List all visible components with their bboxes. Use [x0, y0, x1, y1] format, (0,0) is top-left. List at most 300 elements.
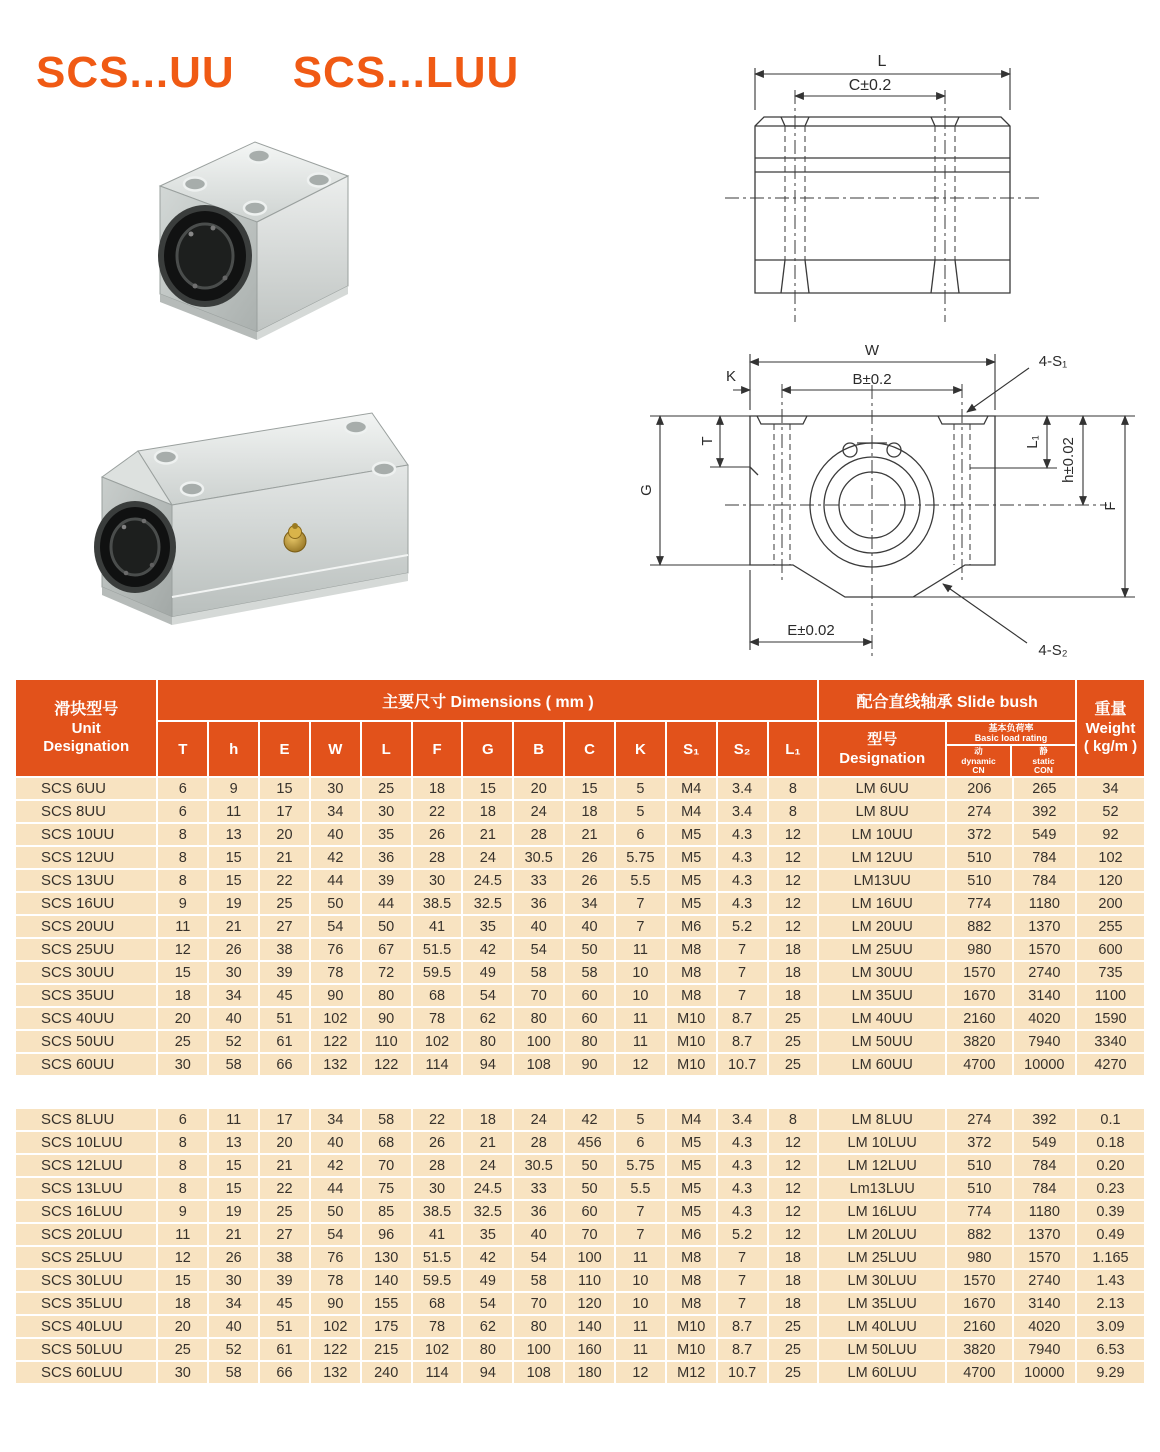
- value-cell: 784: [1013, 846, 1076, 869]
- value-cell: M5: [666, 869, 717, 892]
- callout-4-S1: 4-S₁: [1038, 353, 1068, 370]
- value-cell: 44: [361, 892, 412, 915]
- value-cell: 102: [412, 1030, 463, 1053]
- static-load-header: 静 static CON: [1032, 746, 1055, 775]
- value-cell: 3820: [946, 1030, 1013, 1053]
- value-cell: 52: [1076, 800, 1145, 823]
- value-cell: 8.7: [717, 1030, 768, 1053]
- basic-load-rating-header: 基本负荷率 Basic load rating 动 dynamic CN 静 static CON: [946, 721, 1076, 777]
- value-cell: 12: [157, 1246, 208, 1269]
- value-cell: 22: [259, 869, 310, 892]
- dim-col-h: h: [208, 721, 259, 777]
- unit-designation-cell: SCS 10UU: [15, 823, 157, 846]
- value-cell: 8: [157, 823, 208, 846]
- value-cell: 30: [412, 1177, 463, 1200]
- value-cell: 274: [946, 800, 1013, 823]
- value-cell: M4: [666, 777, 717, 800]
- value-cell: 15: [462, 777, 513, 800]
- value-cell: 18: [768, 1269, 819, 1292]
- dimensions-header: 主要尺寸 Dimensions ( mm ): [157, 679, 818, 721]
- value-cell: 38.5: [412, 1200, 463, 1223]
- value-cell: M5: [666, 1154, 717, 1177]
- value-cell: 35: [462, 1223, 513, 1246]
- dim-col-E: E: [259, 721, 310, 777]
- dim-col-W: W: [310, 721, 361, 777]
- value-cell: 25: [768, 1315, 819, 1338]
- value-cell: 140: [361, 1269, 412, 1292]
- value-cell: 54: [310, 1223, 361, 1246]
- value-cell: 20: [259, 823, 310, 846]
- unit-designation-cell: SCS 25UU: [15, 938, 157, 961]
- value-cell: 5: [615, 777, 666, 800]
- dim-label-F: F: [1102, 501, 1119, 511]
- value-cell: M8: [666, 961, 717, 984]
- value-cell: 11: [157, 915, 208, 938]
- value-cell: 12: [615, 1361, 666, 1384]
- value-cell: 5.75: [615, 1154, 666, 1177]
- value-cell: 4700: [946, 1361, 1013, 1384]
- value-cell: 58: [208, 1053, 259, 1076]
- value-cell: 21: [208, 915, 259, 938]
- value-cell: 8.7: [717, 1007, 768, 1030]
- value-cell: 27: [259, 1223, 310, 1246]
- value-cell: 372: [946, 1131, 1013, 1154]
- value-cell: 40: [208, 1007, 259, 1030]
- dim-label-W: W: [864, 342, 880, 359]
- value-cell: 49: [462, 1269, 513, 1292]
- value-cell: LM 16UU: [818, 892, 946, 915]
- value-cell: 52: [208, 1338, 259, 1361]
- value-cell: 26: [564, 846, 615, 869]
- value-cell: LM 40UU: [818, 1007, 946, 1030]
- value-cell: 78: [310, 1269, 361, 1292]
- value-cell: 38: [259, 1246, 310, 1269]
- technical-drawing-side-view: [650, 30, 1150, 340]
- value-cell: 6: [157, 777, 208, 800]
- value-cell: 80: [462, 1338, 513, 1361]
- value-cell: 4270: [1076, 1053, 1145, 1076]
- value-cell: 5: [615, 800, 666, 823]
- value-cell: 70: [513, 1292, 564, 1315]
- value-cell: LM13UU: [818, 869, 946, 892]
- title-uu: SCS...UU: [36, 48, 235, 97]
- value-cell: 32.5: [462, 1200, 513, 1223]
- table-row: [15, 1131, 1145, 1154]
- value-cell: 15: [208, 869, 259, 892]
- luu-table-body: [15, 1108, 1145, 1384]
- value-cell: 3140: [1013, 1292, 1076, 1315]
- value-cell: 12: [768, 1131, 819, 1154]
- value-cell: 18: [768, 1246, 819, 1269]
- value-cell: 11: [208, 1108, 259, 1131]
- value-cell: 784: [1013, 1154, 1076, 1177]
- value-cell: 13: [208, 1131, 259, 1154]
- value-cell: M8: [666, 1269, 717, 1292]
- value-cell: 68: [361, 1131, 412, 1154]
- value-cell: 92: [1076, 823, 1145, 846]
- value-cell: 110: [361, 1030, 412, 1053]
- value-cell: 33: [513, 1177, 564, 1200]
- value-cell: 61: [259, 1030, 310, 1053]
- value-cell: 78: [412, 1007, 463, 1030]
- value-cell: 0.20: [1076, 1154, 1145, 1177]
- dim-col-S2: S₂: [717, 721, 768, 777]
- value-cell: 13: [208, 823, 259, 846]
- value-cell: 1370: [1013, 915, 1076, 938]
- value-cell: 4.3: [717, 846, 768, 869]
- value-cell: 85: [361, 1200, 412, 1223]
- unit-designation-cell: SCS 35UU: [15, 984, 157, 1007]
- unit-designation-cell: SCS 25LUU: [15, 1246, 157, 1269]
- dim-col-L: L: [361, 721, 412, 777]
- value-cell: 24: [462, 1154, 513, 1177]
- value-cell: 45: [259, 1292, 310, 1315]
- value-cell: 2160: [946, 1007, 1013, 1030]
- value-cell: 265: [1013, 777, 1076, 800]
- value-cell: 96: [361, 1223, 412, 1246]
- value-cell: 18: [564, 800, 615, 823]
- value-cell: M5: [666, 846, 717, 869]
- value-cell: 7: [717, 1269, 768, 1292]
- table-row: [15, 1361, 1145, 1384]
- value-cell: 4700: [946, 1053, 1013, 1076]
- value-cell: 3.09: [1076, 1315, 1145, 1338]
- unit-designation-cell: SCS 12UU: [15, 846, 157, 869]
- value-cell: 102: [1076, 846, 1145, 869]
- table-row: [15, 1200, 1145, 1223]
- value-cell: 8: [157, 869, 208, 892]
- value-cell: 12: [768, 1154, 819, 1177]
- value-cell: 18: [768, 938, 819, 961]
- dim-label-E: E±0.02: [787, 622, 835, 639]
- value-cell: 25: [259, 1200, 310, 1223]
- value-cell: 25: [361, 777, 412, 800]
- value-cell: 2740: [1013, 1269, 1076, 1292]
- value-cell: 132: [310, 1053, 361, 1076]
- dim-label-L1: L₁: [1024, 435, 1041, 449]
- value-cell: 11: [615, 1030, 666, 1053]
- value-cell: 15: [208, 1177, 259, 1200]
- value-cell: M6: [666, 1223, 717, 1246]
- value-cell: 110: [564, 1269, 615, 1292]
- value-cell: 1670: [946, 1292, 1013, 1315]
- value-cell: 35: [361, 823, 412, 846]
- value-cell: 15: [157, 1269, 208, 1292]
- value-cell: 7940: [1013, 1030, 1076, 1053]
- value-cell: LM 25LUU: [818, 1246, 946, 1269]
- value-cell: 4.3: [717, 1154, 768, 1177]
- unit-designation-cell: SCS 10LUU: [15, 1131, 157, 1154]
- value-cell: 34: [310, 800, 361, 823]
- value-cell: 40: [310, 823, 361, 846]
- value-cell: 21: [462, 823, 513, 846]
- value-cell: 28: [412, 1154, 463, 1177]
- value-cell: 76: [310, 938, 361, 961]
- value-cell: 25: [768, 1030, 819, 1053]
- table-row: [15, 869, 1145, 892]
- value-cell: 120: [1076, 869, 1145, 892]
- value-cell: M10: [666, 1030, 717, 1053]
- value-cell: LM 30LUU: [818, 1269, 946, 1292]
- value-cell: 3820: [946, 1338, 1013, 1361]
- value-cell: 11: [157, 1223, 208, 1246]
- value-cell: 54: [513, 938, 564, 961]
- value-cell: 18: [412, 777, 463, 800]
- table-row: [15, 1177, 1145, 1200]
- value-cell: 50: [310, 1200, 361, 1223]
- value-cell: 6: [615, 823, 666, 846]
- value-cell: 42: [462, 1246, 513, 1269]
- dim-col-L1: L₁: [768, 721, 819, 777]
- value-cell: 20: [259, 1131, 310, 1154]
- value-cell: 10000: [1013, 1053, 1076, 1076]
- value-cell: 25: [768, 1338, 819, 1361]
- value-cell: 21: [564, 823, 615, 846]
- value-cell: 39: [259, 961, 310, 984]
- value-cell: LM 35UU: [818, 984, 946, 1007]
- value-cell: 12: [768, 915, 819, 938]
- value-cell: 22: [412, 1108, 463, 1131]
- value-cell: M5: [666, 1177, 717, 1200]
- value-cell: 30: [208, 961, 259, 984]
- value-cell: LM 50UU: [818, 1030, 946, 1053]
- value-cell: 41: [412, 1223, 463, 1246]
- value-cell: 108: [513, 1053, 564, 1076]
- value-cell: 15: [564, 777, 615, 800]
- table-row: [15, 846, 1145, 869]
- value-cell: 7: [717, 938, 768, 961]
- value-cell: 549: [1013, 823, 1076, 846]
- table-row: [15, 1223, 1145, 1246]
- value-cell: 51: [259, 1007, 310, 1030]
- value-cell: 18: [462, 800, 513, 823]
- value-cell: 22: [412, 800, 463, 823]
- value-cell: LM 6UU: [818, 777, 946, 800]
- value-cell: M5: [666, 1131, 717, 1154]
- value-cell: 5.2: [717, 1223, 768, 1246]
- value-cell: 30.5: [513, 1154, 564, 1177]
- value-cell: 180: [564, 1361, 615, 1384]
- value-cell: M8: [666, 938, 717, 961]
- table-row: [15, 1246, 1145, 1269]
- value-cell: 61: [259, 1338, 310, 1361]
- table-row: [15, 1338, 1145, 1361]
- unit-designation-cell: SCS 8LUU: [15, 1108, 157, 1131]
- dim-col-T: T: [157, 721, 208, 777]
- value-cell: 1.43: [1076, 1269, 1145, 1292]
- product-photo-short-block: [105, 128, 370, 348]
- value-cell: 1570: [946, 1269, 1013, 1292]
- value-cell: 18: [768, 984, 819, 1007]
- value-cell: 30: [310, 777, 361, 800]
- value-cell: 35: [462, 915, 513, 938]
- value-cell: 9: [157, 1200, 208, 1223]
- value-cell: 68: [412, 984, 463, 1007]
- value-cell: 39: [259, 1269, 310, 1292]
- value-cell: 80: [462, 1030, 513, 1053]
- value-cell: 58: [513, 1269, 564, 1292]
- value-cell: 4020: [1013, 1315, 1076, 1338]
- value-cell: 774: [946, 1200, 1013, 1223]
- value-cell: 4.3: [717, 1200, 768, 1223]
- value-cell: 62: [462, 1315, 513, 1338]
- value-cell: 40: [310, 1131, 361, 1154]
- value-cell: 1570: [1013, 1246, 1076, 1269]
- value-cell: 30: [412, 869, 463, 892]
- value-cell: 25: [768, 1361, 819, 1384]
- value-cell: 26: [564, 869, 615, 892]
- value-cell: 0.23: [1076, 1177, 1145, 1200]
- unit-designation-cell: SCS 40LUU: [15, 1315, 157, 1338]
- value-cell: 26: [208, 1246, 259, 1269]
- value-cell: 21: [259, 846, 310, 869]
- value-cell: 10.7: [717, 1053, 768, 1076]
- value-cell: 12: [768, 823, 819, 846]
- value-cell: 27: [259, 915, 310, 938]
- scs-luu-table: [14, 1107, 1146, 1385]
- value-cell: 8: [157, 1131, 208, 1154]
- value-cell: 600: [1076, 938, 1145, 961]
- value-cell: 12: [768, 1177, 819, 1200]
- value-cell: 456: [564, 1131, 615, 1154]
- dim-col-C: C: [564, 721, 615, 777]
- value-cell: 68: [412, 1292, 463, 1315]
- value-cell: 11: [208, 800, 259, 823]
- unit-designation-cell: SCS 40UU: [15, 1007, 157, 1030]
- value-cell: 28: [513, 1131, 564, 1154]
- dim-col-S1: S₁: [666, 721, 717, 777]
- value-cell: 160: [564, 1338, 615, 1361]
- value-cell: 34: [564, 892, 615, 915]
- value-cell: 3.4: [717, 1108, 768, 1131]
- unit-designation-cell: SCS 30UU: [15, 961, 157, 984]
- value-cell: 510: [946, 1177, 1013, 1200]
- value-cell: 12: [157, 938, 208, 961]
- value-cell: 2.13: [1076, 1292, 1145, 1315]
- value-cell: 66: [259, 1361, 310, 1384]
- value-cell: 372: [946, 823, 1013, 846]
- value-cell: 59.5: [412, 1269, 463, 1292]
- value-cell: 18: [157, 1292, 208, 1315]
- unit-designation-cell: SCS 50UU: [15, 1030, 157, 1053]
- scs-uu-table: [14, 678, 1146, 1077]
- value-cell: 52: [208, 1030, 259, 1053]
- value-cell: LM 20UU: [818, 915, 946, 938]
- table-row: [15, 1007, 1145, 1030]
- value-cell: LM 25UU: [818, 938, 946, 961]
- value-cell: 58: [208, 1361, 259, 1384]
- value-cell: 25: [259, 892, 310, 915]
- value-cell: 7: [615, 1223, 666, 1246]
- value-cell: 102: [412, 1338, 463, 1361]
- value-cell: 12: [768, 846, 819, 869]
- value-cell: M5: [666, 1200, 717, 1223]
- value-cell: 26: [412, 823, 463, 846]
- unit-designation-cell: SCS 8UU: [15, 800, 157, 823]
- value-cell: LM 35LUU: [818, 1292, 946, 1315]
- value-cell: 9.29: [1076, 1361, 1145, 1384]
- value-cell: 11: [615, 1007, 666, 1030]
- value-cell: 50: [361, 915, 412, 938]
- value-cell: LM 16LUU: [818, 1200, 946, 1223]
- value-cell: M6: [666, 915, 717, 938]
- value-cell: 274: [946, 1108, 1013, 1131]
- spec-tables: [14, 678, 1146, 1385]
- value-cell: 1370: [1013, 1223, 1076, 1246]
- value-cell: 33: [513, 869, 564, 892]
- value-cell: 80: [513, 1315, 564, 1338]
- value-cell: 78: [310, 961, 361, 984]
- value-cell: 34: [1076, 777, 1145, 800]
- value-cell: 58: [513, 961, 564, 984]
- value-cell: M10: [666, 1315, 717, 1338]
- value-cell: 1100: [1076, 984, 1145, 1007]
- value-cell: 15: [259, 777, 310, 800]
- value-cell: 114: [412, 1361, 463, 1384]
- value-cell: M8: [666, 984, 717, 1007]
- value-cell: 51.5: [412, 938, 463, 961]
- value-cell: 20: [157, 1007, 208, 1030]
- dim-label-T: T: [699, 436, 716, 446]
- value-cell: 90: [361, 1007, 412, 1030]
- value-cell: 21: [259, 1154, 310, 1177]
- value-cell: 26: [208, 938, 259, 961]
- value-cell: LM 40LUU: [818, 1315, 946, 1338]
- table-row: [15, 1315, 1145, 1338]
- value-cell: 510: [946, 846, 1013, 869]
- value-cell: 70: [513, 984, 564, 1007]
- value-cell: 108: [513, 1361, 564, 1384]
- value-cell: 60: [564, 1007, 615, 1030]
- value-cell: 7: [717, 1246, 768, 1269]
- technical-drawing-front-view: [615, 340, 1160, 685]
- value-cell: M5: [666, 892, 717, 915]
- value-cell: M4: [666, 800, 717, 823]
- dim-col-G: G: [462, 721, 513, 777]
- value-cell: 12: [768, 1223, 819, 1246]
- value-cell: M10: [666, 1007, 717, 1030]
- value-cell: 58: [361, 1108, 412, 1131]
- value-cell: 80: [564, 1030, 615, 1053]
- value-cell: 3140: [1013, 984, 1076, 1007]
- value-cell: M10: [666, 1053, 717, 1076]
- value-cell: LM 10LUU: [818, 1131, 946, 1154]
- value-cell: 10: [615, 1269, 666, 1292]
- value-cell: 44: [310, 1177, 361, 1200]
- weight-header: 重量 Weight ( kg/m ): [1076, 679, 1145, 777]
- table-row: [15, 915, 1145, 938]
- table-row: [15, 800, 1145, 823]
- value-cell: 21: [462, 1131, 513, 1154]
- value-cell: 8: [157, 1154, 208, 1177]
- value-cell: 100: [564, 1246, 615, 1269]
- value-cell: 6: [157, 800, 208, 823]
- unit-designation-cell: SCS 16LUU: [15, 1200, 157, 1223]
- unit-designation-cell: SCS 50LUU: [15, 1338, 157, 1361]
- value-cell: 54: [310, 915, 361, 938]
- value-cell: 200: [1076, 892, 1145, 915]
- value-cell: 3.4: [717, 800, 768, 823]
- value-cell: 882: [946, 915, 1013, 938]
- value-cell: 20: [157, 1315, 208, 1338]
- value-cell: LM 8UU: [818, 800, 946, 823]
- value-cell: 3340: [1076, 1030, 1145, 1053]
- value-cell: 80: [361, 984, 412, 1007]
- value-cell: 5.5: [615, 1177, 666, 1200]
- value-cell: 15: [208, 1154, 259, 1177]
- value-cell: 90: [310, 1292, 361, 1315]
- value-cell: 1570: [1013, 938, 1076, 961]
